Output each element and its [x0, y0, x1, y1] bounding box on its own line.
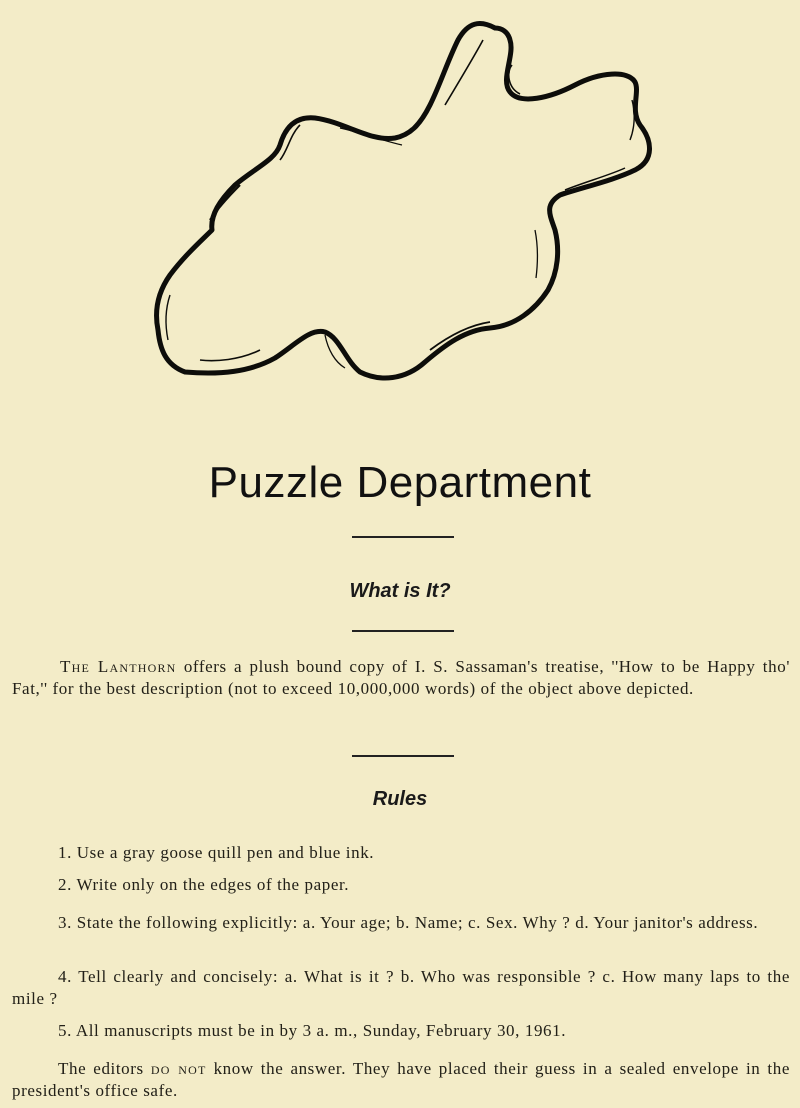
intro-text: offers a plush bound copy of I. S. Sassaman's treatise, ''How to be Happy tho' Fat,'' for the best description (not to exceed 10,000,000 words) of the object above depicted. [12, 657, 790, 698]
publication-name: The Lanthorn [60, 657, 177, 676]
rule-item-5: 5. All manuscripts must be in by 3 a. m., Sunday, February 30, 1961. [58, 1021, 567, 1040]
closing-paragraph [12, 1058, 790, 1102]
rule-item-2: 2. Write only on the edges of the paper. [58, 875, 350, 894]
rule-item-1: 1. Use a gray goose quill pen and blue ink. [58, 843, 375, 862]
divider-rule [352, 630, 454, 632]
divider-rule [352, 536, 454, 538]
intro-paragraph [12, 656, 790, 700]
closing-emphasis: do not [150, 1059, 207, 1078]
rule-item-4: 4. Tell clearly and concisely: a. What is it ? b. Who was responsible ? c. How many laps to the mile ? [12, 967, 790, 1008]
divider-rule [352, 755, 454, 757]
rule-item-3: 3. State the following explicitly: a. Your age; b. Name; c. Sex. Why ? d. Your janitor's address. [58, 913, 759, 932]
section-heading-rules: Rules [372, 788, 428, 810]
section-heading-what-is-it: What is It? [349, 580, 451, 602]
closing-rest: know the answer. They have placed their guess in a sealed envelope in the president's office safe. [12, 1059, 790, 1100]
page-title: Puzzle Department [208, 458, 592, 507]
mystery-object-drawing [140, 10, 670, 390]
closing-lead: The editors [58, 1059, 151, 1078]
